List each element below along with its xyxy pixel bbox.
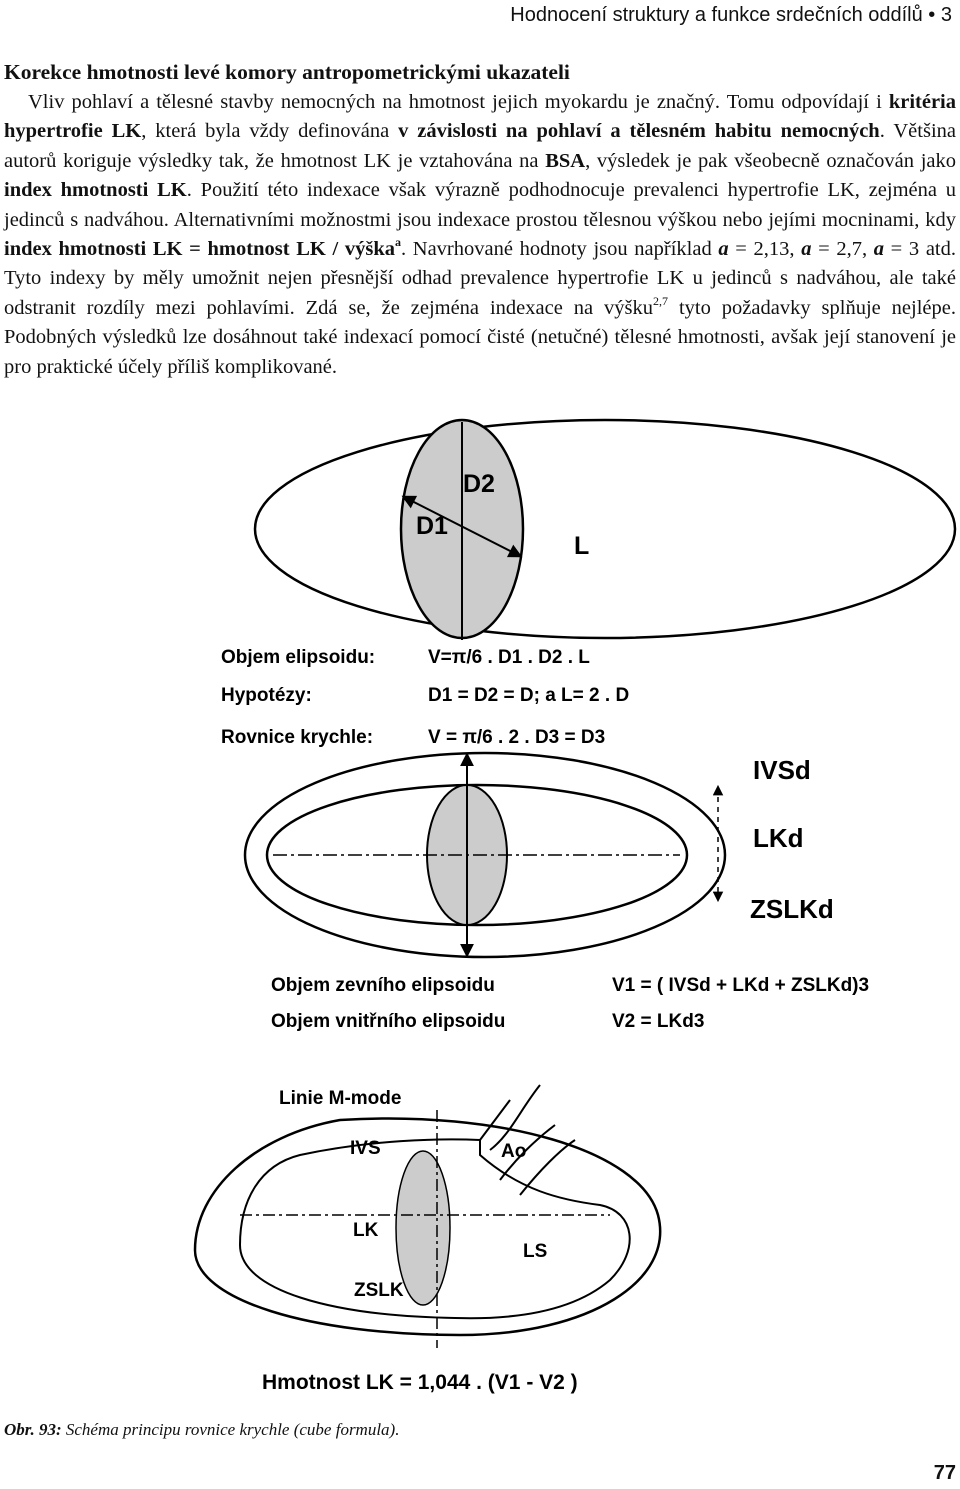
- ellipsoid-formulas: [221, 647, 629, 748]
- figure-caption: Obr. 93: Schéma principu rovnice krychle (cube formula).: [4, 1420, 400, 1439]
- d1-label: D1: [416, 512, 448, 540]
- ls-label: LS: [523, 1241, 548, 1262]
- cube-equation-formula: V = π/6 . 2 . D3 = D3: [428, 727, 606, 748]
- ellipsoid-volume-formula: V=π/6 . D1 . D2 . L: [428, 647, 590, 668]
- volume-formulas: [271, 975, 869, 1032]
- lv-mass-formula: Hmotnost LK = 1,044 . (V1 - V2 ): [262, 1371, 578, 1394]
- outer-volume-formula: V1 = ( IVSd + LKd + ZSLKd)3: [612, 975, 870, 996]
- mmode-line-label: Linie M-mode: [279, 1088, 402, 1109]
- cube-equation-label: Rovnice krychle:: [221, 727, 374, 748]
- lk-label: LK: [353, 1220, 379, 1241]
- body-paragraph: Vliv pohlaví a tělesné stavby nemocných na hmotnost jejich myokardu je značný. Tomu odpovídají i kritéria hypertrofie LK, která byla vždy definována v závislosti na pohlaví a tělesném habitu nemocných. Většina autorů koriguje výsledky tak, že hmotnost LK je vztahována na BSA, výsledek je pak všeobecně označován jako index hmotnosti LK. Použití této indexace však výrazně podhodnocuje prevalenci hypertrofie LK, zejména u jedinců s nadváhou. Alternativními možnostmi jsou indexace prostou tělesnou výškou nebo jejími mocninami, kdy index hmotnosti LK = hmotnost LK / výška$^a$. Navrhované hodnoty jsou například a = 2,13, a = 2,7, a = 3 atd. Tyto indexy by měly umožnit nejen přesnější odhad prevalence hypertrofie LK u jedinců s nadváhou, ale také odstranit rozdíly mezi pohlavími. Zdá se, že zejména indexace na výšku$^{2,7}$ tyto požadavky splňuje nejlépe. Podobných výsledků lze dosáhnout také indexací pomocí čisté (netučné) tělesné hmotnosti, avšak její stanovení je pro praktické účely příliš komplikované.: [4, 91, 957, 378]
- heart-schematic: [195, 1085, 660, 1394]
- ellipsoid-diagram: [255, 420, 955, 640]
- lkd-label: LKd: [753, 823, 804, 853]
- inner-volume-formula: V2 = LKd3: [612, 1011, 705, 1032]
- lk-cross-section: [396, 1151, 450, 1305]
- ellipsoid-volume-label: Objem elipsoidu:: [221, 647, 376, 668]
- hypotheses-label: Hypotézy:: [221, 685, 312, 706]
- page-number: 77: [933, 1462, 956, 1484]
- ellipsoid-outline: [255, 420, 955, 638]
- zslkd-label: ZSLKd: [750, 894, 834, 924]
- d2-label: D2: [463, 470, 495, 498]
- l-label: L: [574, 532, 590, 560]
- hypotheses-formula: D1 = D2 = D; a L= 2 . D: [428, 685, 630, 706]
- section-title: Korekce hmotnosti levé komory antropometrickými ukazateli: [4, 60, 570, 84]
- ao-label: Ao: [501, 1141, 527, 1162]
- zslk-label: ZSLK: [354, 1280, 404, 1301]
- ivsd-label: IVSd: [753, 755, 811, 785]
- outer-volume-label: Objem zevního elipsoidu: [271, 975, 495, 996]
- running-header: Hodnocení struktury a funkce srdečních oddílů • 3: [510, 4, 952, 26]
- wall-thickness-diagram: [245, 753, 834, 957]
- inner-volume-label: Objem vnitřního elipsoidu: [271, 1011, 506, 1032]
- ivs-label: IVS: [350, 1138, 381, 1159]
